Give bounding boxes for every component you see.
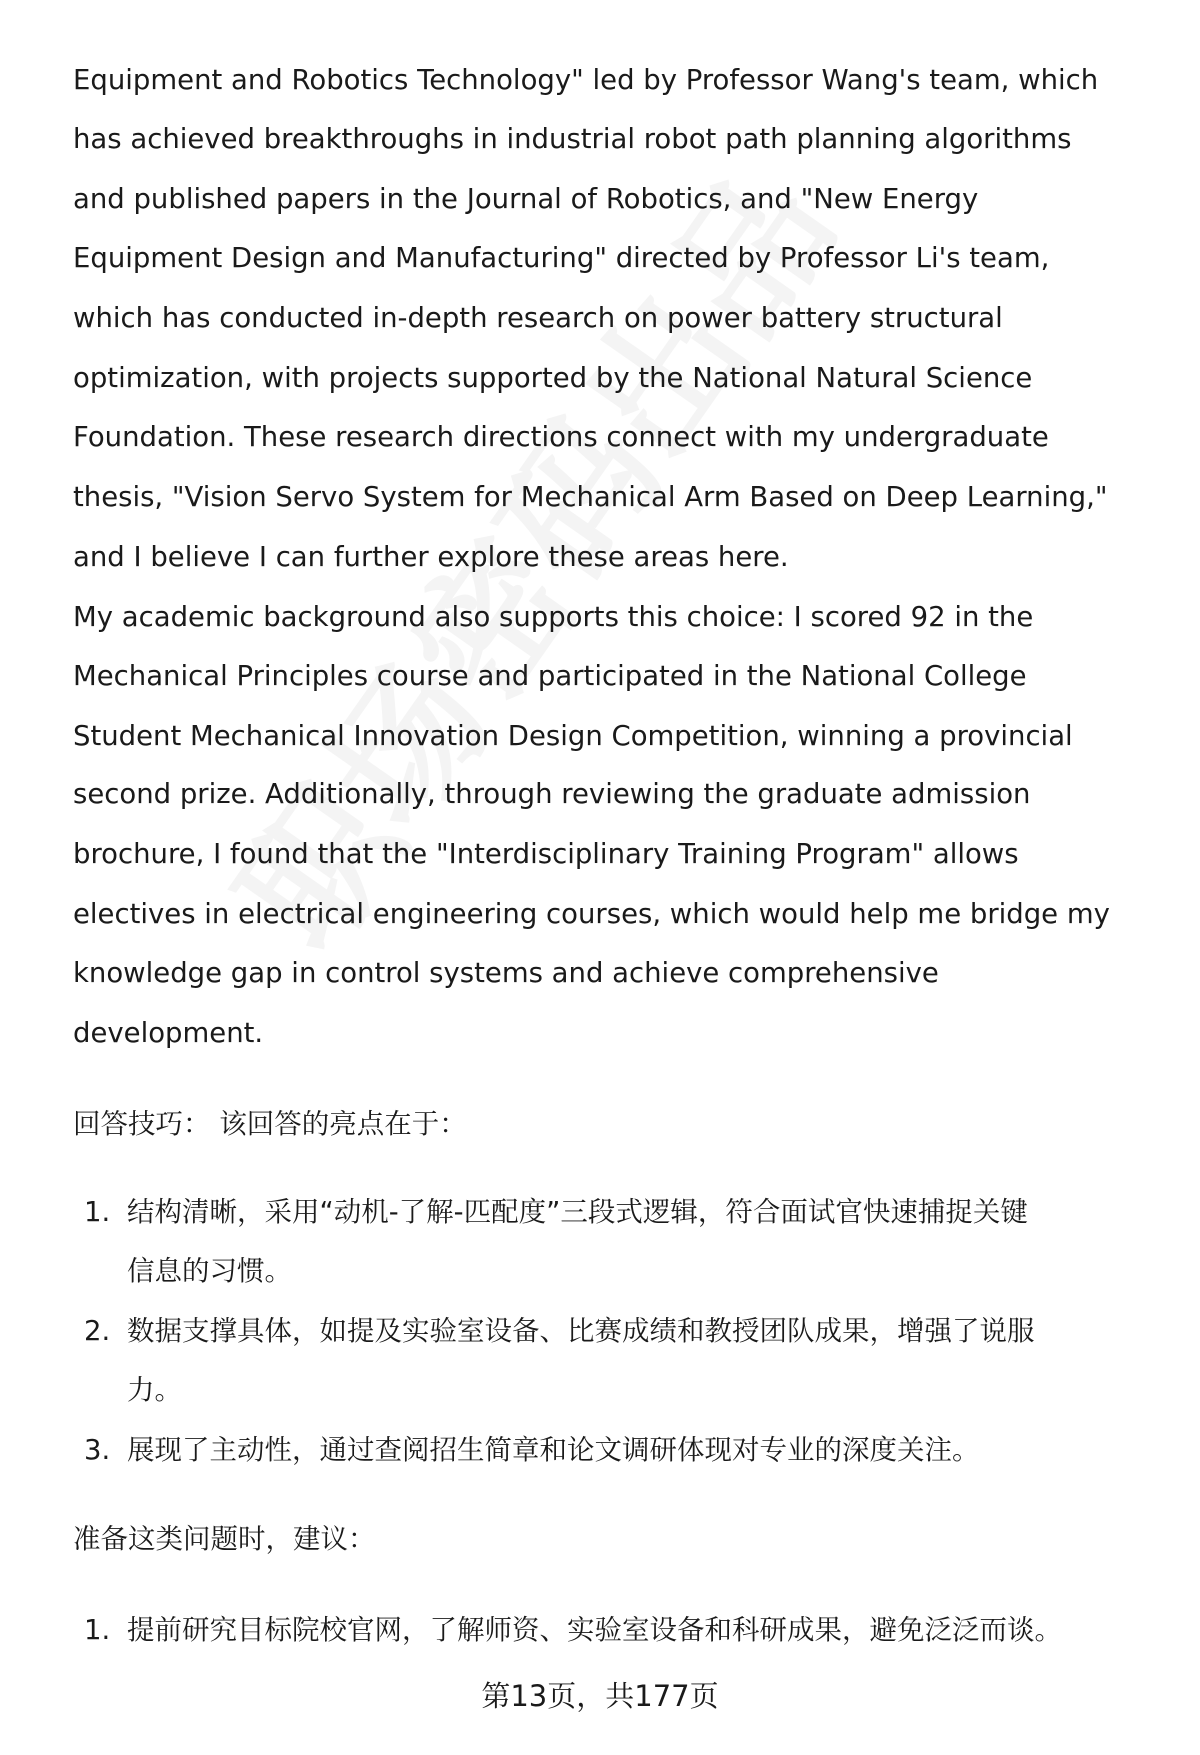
tips-heading: 回答技巧： 该回答的亮点在于：	[73, 1108, 467, 1140]
text-line: Equipment and Robotics Technology" led by Professor Wang's team, which	[73, 64, 1099, 96]
text-line: Student Mechanical Innovation Design Competition, winning a provincial	[73, 720, 1073, 752]
text-line: Foundation. These research directions connect with my undergraduate	[73, 421, 1049, 453]
list-item: 数据支撑具体，如提及实验室设备、比赛成绩和教授团队成果，增强了说服	[127, 1315, 1035, 1347]
list-number: 3.	[84, 1434, 111, 1466]
text-line: second prize. Additionally, through reviewing the graduate admission	[73, 778, 1031, 810]
list-item-continued: 力。	[127, 1374, 182, 1406]
text-line: brochure, I found that the "Interdisciplinary Training Program" allows	[73, 838, 1019, 870]
text-line: and published papers in the Journal of Robotics, and "New Energy	[73, 183, 979, 215]
text-line: Mechanical Principles course and participated in the National College	[73, 660, 1027, 692]
list-item: 展现了主动性，通过查阅招生简章和论文调研体现对专业的深度关注。	[127, 1434, 980, 1466]
text-line: which has conducted in-depth research on power battery structural	[73, 302, 1003, 334]
page-footer: 第13页，共177页	[481, 1679, 719, 1713]
list-number: 2.	[84, 1315, 111, 1347]
list-number: 1.	[84, 1196, 111, 1228]
text-line: My academic background also supports this choice: I scored 92 in the	[73, 601, 1034, 633]
list-item-continued: 信息的习惯。	[127, 1255, 292, 1287]
list-item: 结构清晰，采用“动机-了解-匹配度”三段式逻辑，符合面试官快速捕捉关键	[127, 1196, 1028, 1228]
prep-heading: 准备这类问题时，建议：	[73, 1523, 376, 1555]
text-line: Equipment Design and Manufacturing" directed by Professor Li's team,	[73, 242, 1050, 274]
text-line: electives in electrical engineering courses, which would help me bridge my	[73, 898, 1110, 930]
text-line: knowledge gap in control systems and achieve comprehensive	[73, 957, 939, 989]
text-line: development.	[73, 1017, 264, 1049]
text-line: has achieved breakthroughs in industrial robot path planning algorithms	[73, 123, 1072, 155]
list-item: 提前研究目标院校官网，了解师资、实验室设备和科研成果，避免泛泛而谈。	[127, 1614, 1062, 1646]
list-number: 1.	[84, 1614, 111, 1646]
text-line: optimization, with projects supported by the National Natural Science	[73, 362, 1033, 394]
text-line: thesis, "Vision Servo System for Mechanical Arm Based on Deep Learning,"	[73, 481, 1108, 513]
text-line: and I believe I can further explore these areas here.	[73, 541, 789, 573]
